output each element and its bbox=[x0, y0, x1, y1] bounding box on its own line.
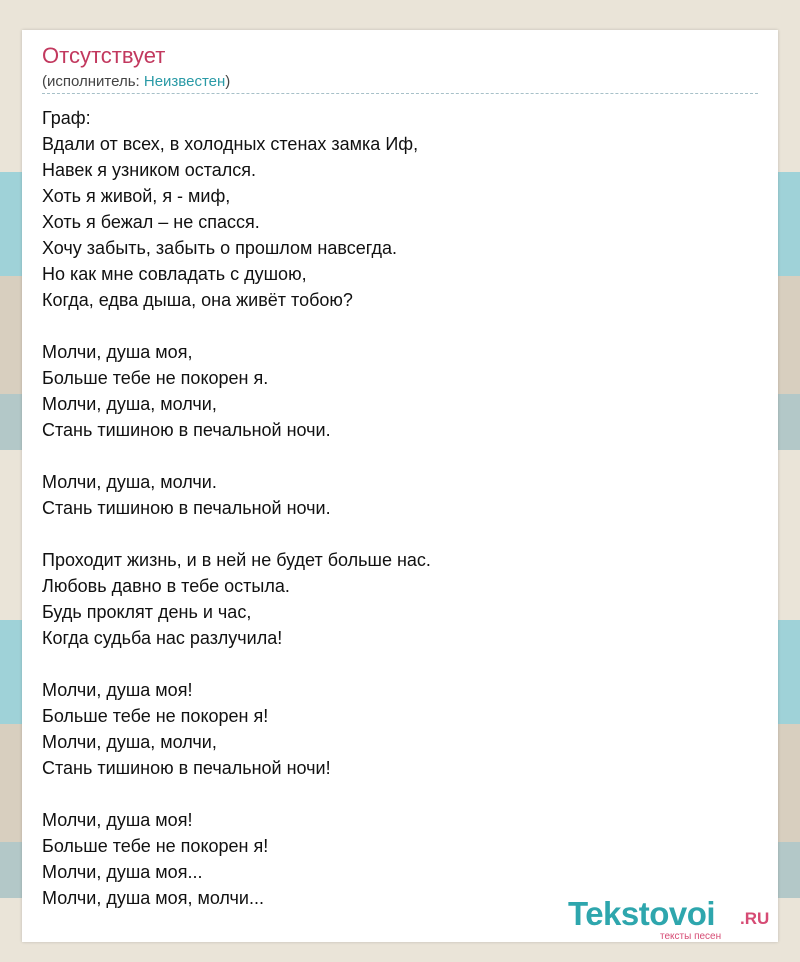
lyrics-line: Стань тишиною в печальной ночи. bbox=[42, 420, 331, 440]
lyrics-stanza bbox=[42, 547, 742, 651]
lyrics-line: Молчи, душа моя, молчи... bbox=[42, 888, 264, 908]
logo-domain: .RU bbox=[740, 909, 770, 928]
lyrics-line: Но как мне совладать с душою, bbox=[42, 264, 307, 284]
lyrics-stanza bbox=[42, 677, 742, 781]
lyrics-card bbox=[22, 30, 778, 942]
artist-line bbox=[42, 73, 230, 90]
lyrics-line: Проходит жизнь, и в ней не будет больше нас. bbox=[42, 550, 431, 570]
lyrics-line: Будь проклят день и час, bbox=[42, 602, 252, 622]
lyrics-line: Хоть я бежал – не спасся. bbox=[42, 212, 260, 232]
lyrics-stanza bbox=[42, 105, 742, 313]
lyrics-line: Любовь давно в тебе остыла. bbox=[42, 576, 290, 596]
lyrics-line: Когда судьба нас разлучила! bbox=[42, 628, 283, 648]
song-title: Отсутствует bbox=[42, 43, 166, 68]
lyrics-line: Хоть я живой, я - миф, bbox=[42, 186, 231, 206]
lyrics-line: Молчи, душа, молчи, bbox=[42, 732, 217, 752]
lyrics-line: Молчи, душа, молчи. bbox=[42, 472, 217, 492]
lyrics-line: Больше тебе не покорен я! bbox=[42, 836, 269, 856]
lyrics-line: Граф: bbox=[42, 108, 91, 128]
lyrics-line: Навек я узником остался. bbox=[42, 160, 257, 180]
logo-tagline: тексты песен bbox=[660, 931, 722, 942]
lyrics-line: Больше тебе не покорен я. bbox=[42, 368, 269, 388]
artist-suffix: ) bbox=[225, 73, 231, 90]
lyrics-line: Молчи, душа моя! bbox=[42, 680, 193, 700]
site-logo[interactable] bbox=[568, 895, 778, 943]
lyrics-line: Молчи, душа моя, bbox=[42, 342, 193, 362]
lyrics-line: Когда, едва дыша, она живёт тобою? bbox=[42, 290, 353, 310]
lyrics-text bbox=[42, 105, 742, 911]
lyrics-line: Молчи, душа, молчи, bbox=[42, 394, 217, 414]
lyrics-stanza bbox=[42, 339, 742, 443]
artist-link[interactable]: Неизвестен bbox=[143, 73, 226, 90]
lyrics-line: Молчи, душа моя! bbox=[42, 810, 193, 830]
lyrics-line: Вдали от всех, в холодных стенах замка Иф, bbox=[42, 134, 419, 154]
lyrics-line: Стань тишиною в печальной ночи. bbox=[42, 498, 331, 518]
lyrics-line: Молчи, душа моя... bbox=[42, 862, 203, 882]
lyrics-line: Хочу забыть, забыть о прошлом навсегда. bbox=[42, 238, 397, 258]
lyrics-line: Больше тебе не покорен я! bbox=[42, 706, 269, 726]
title-divider bbox=[42, 93, 758, 94]
lyrics-stanza bbox=[42, 469, 742, 521]
artist-prefix: (исполнитель: bbox=[42, 73, 144, 90]
lyrics-line: Стань тишиною в печальной ночи! bbox=[42, 758, 331, 778]
logo-wordmark: Tekstovoi bbox=[568, 895, 716, 932]
